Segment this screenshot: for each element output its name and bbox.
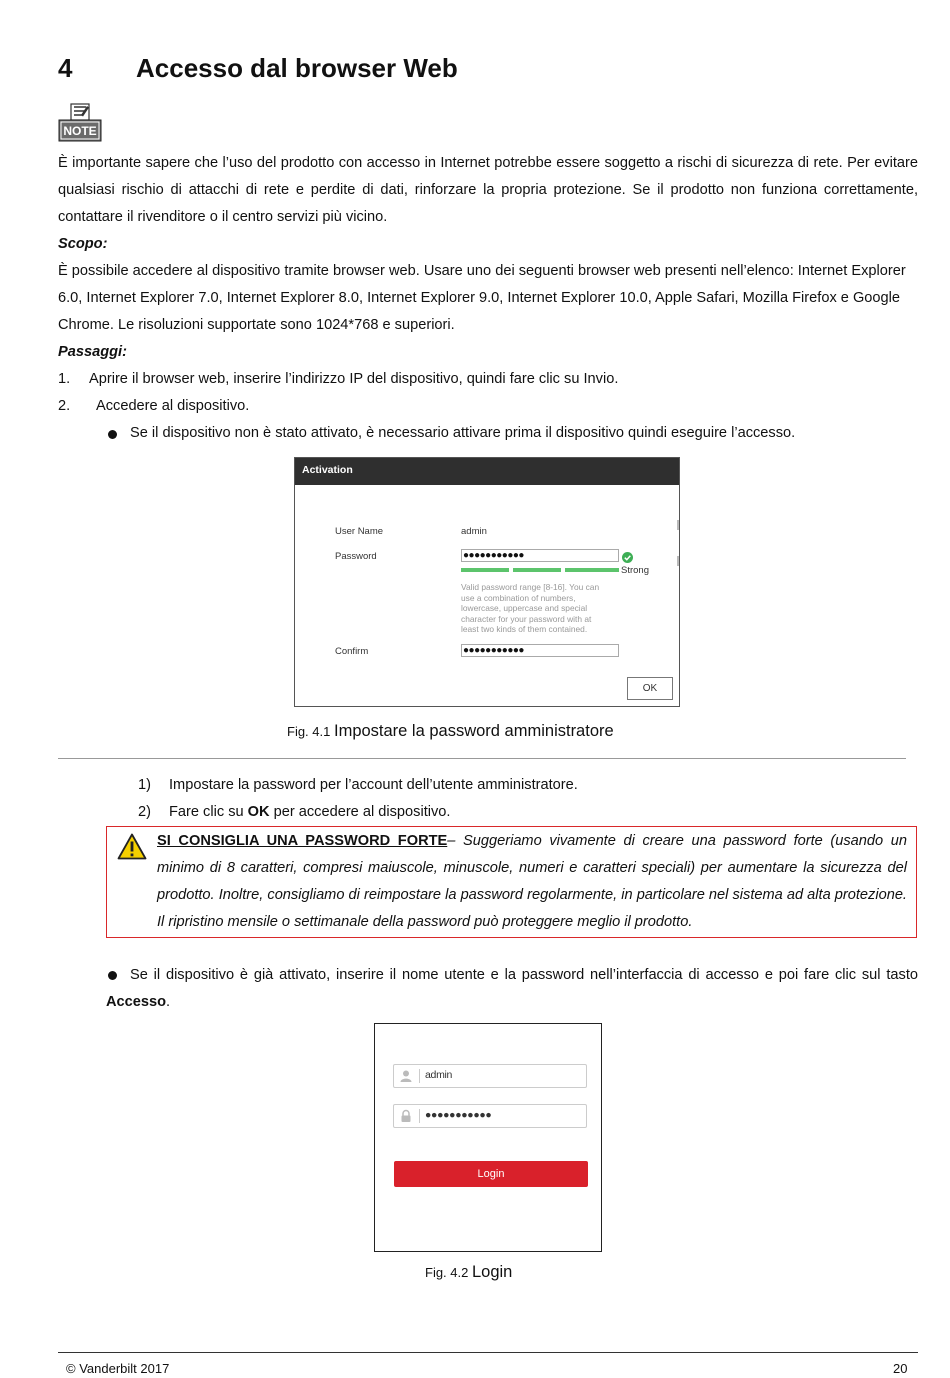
check-icon	[622, 550, 633, 561]
chapter-number: 4	[58, 53, 73, 83]
bullet-text: Se il dispositivo è già attivato, inserire il nome utente e la password nell’interfaccia di accesso e poi fare clic sul tasto Accesso.	[106, 967, 918, 1010]
scrollbar[interactable]	[677, 520, 679, 530]
note-icon	[57, 103, 103, 143]
password-label: Password	[335, 551, 377, 562]
caption-title: Login	[471, 1263, 513, 1281]
caption-prefix: Fig. 4.2	[425, 1265, 469, 1280]
step-number: 1.	[58, 371, 71, 387]
figure-caption	[287, 722, 614, 741]
note-paragraph: È importante sapere che l’uso del prodotto con accesso in Internet potrebbe essere soggetto a rischi di sicurezza di rete. Per evitare qualsiasi rischio di attacchi di rete e perdite di dati, rinforzare la propria protezione. Se il prodotto non funziona correttamente, contattare il rivenditore o il centro servizi più vicino.	[58, 155, 918, 225]
strength-bar	[565, 568, 619, 572]
strength-label: Strong	[621, 565, 649, 576]
lock-icon	[399, 1109, 413, 1123]
strength-bar	[461, 568, 509, 572]
caption-title: Impostare la password amministratore	[333, 722, 614, 740]
username-value: admin	[425, 1069, 453, 1081]
divider	[58, 758, 906, 759]
chapter-title: Accesso dal browser Web	[136, 53, 458, 83]
bullet-text: Se il dispositivo non è stato attivato, è necessario attivare prima il dispositivo quindi eseguire l’accesso.	[130, 425, 796, 441]
password-field[interactable]: ●●●●●●●●●●●	[461, 549, 619, 562]
warning-text: SI CONSIGLIA UNA PASSWORD FORTE– Suggeriamo vivamente di creare una password forte (usando un minimo di 8 caratteri, compresi maiuscole, minuscole, numeri e caratteri speciali) per aumentare la sicurezza del prodotto. Inoltre, consigliamo di reimpostare la password regolarmente, in particolare nel sistema ad alta protezione. Il ripristino mensile o settimanale della password può proteggere meglio il prodotto.	[157, 833, 908, 930]
password-field[interactable]	[393, 1104, 587, 1128]
steps-title: Passaggi:	[58, 344, 127, 360]
username-field[interactable]	[393, 1064, 587, 1088]
username-label: User Name	[335, 526, 384, 537]
step-text: Accedere al dispositivo.	[96, 398, 250, 414]
substep-number: 1)	[138, 777, 151, 793]
activation-title: Activation	[295, 458, 679, 485]
password-hint: Valid password range [8-16]. You can use a combination of numbers, lowercase, uppercase and special character for your password with at least two kinds of them contained.	[461, 582, 600, 635]
login-screenshot	[374, 1023, 602, 1252]
ok-button[interactable]: OK	[627, 677, 673, 700]
username-value: admin	[461, 526, 487, 537]
warning-box	[106, 826, 917, 938]
user-icon	[399, 1069, 413, 1083]
footer-rule	[58, 1352, 918, 1353]
scope-paragraph: È possibile accedere al dispositivo tramite browser web. Usare uno dei seguenti browser web presenti nell’elenco: Internet Explorer 6.0, Internet Explorer 7.0, Internet Explorer 8.0, Internet Explorer 9.0, Internet Explorer 10.0, Apple Safari, Mozilla Firefox e Google Chrome. Le risoluzioni supportate sono 1024*768 e superiori.	[58, 263, 906, 333]
confirm-field[interactable]: ●●●●●●●●●●●	[461, 644, 619, 657]
substep-text: Impostare la password per l’account dell’utente amministratore.	[169, 777, 578, 793]
footer-copyright: © Vanderbilt 2017	[66, 1361, 170, 1376]
page-number: 20	[893, 1361, 908, 1376]
confirm-label: Confirm	[335, 646, 369, 657]
step-text: Aprire il browser web, inserire l’indirizzo IP del dispositivo, quindi fare clic su Invio.	[89, 371, 619, 387]
warning-strong: SI CONSIGLIA UNA PASSWORD FORTE	[157, 833, 448, 849]
warning-icon	[117, 833, 147, 860]
scope-title: Scopo:	[58, 236, 108, 252]
step-number: 2.	[58, 398, 71, 414]
caption-prefix: Fig. 4.1	[287, 724, 331, 739]
svg-text:NOTE: NOTE	[63, 124, 97, 138]
activation-screenshot	[294, 457, 680, 707]
substep-text: Fare clic su OK per accedere al dispositivo.	[169, 804, 451, 820]
substep-number: 2)	[138, 804, 151, 820]
scrollbar[interactable]	[677, 556, 679, 566]
bullet-icon	[108, 430, 117, 439]
figure-caption	[425, 1263, 512, 1282]
strength-bar	[513, 568, 561, 572]
login-button[interactable]: Login	[394, 1161, 588, 1187]
password-value: ●●●●●●●●●●●	[425, 1109, 492, 1121]
